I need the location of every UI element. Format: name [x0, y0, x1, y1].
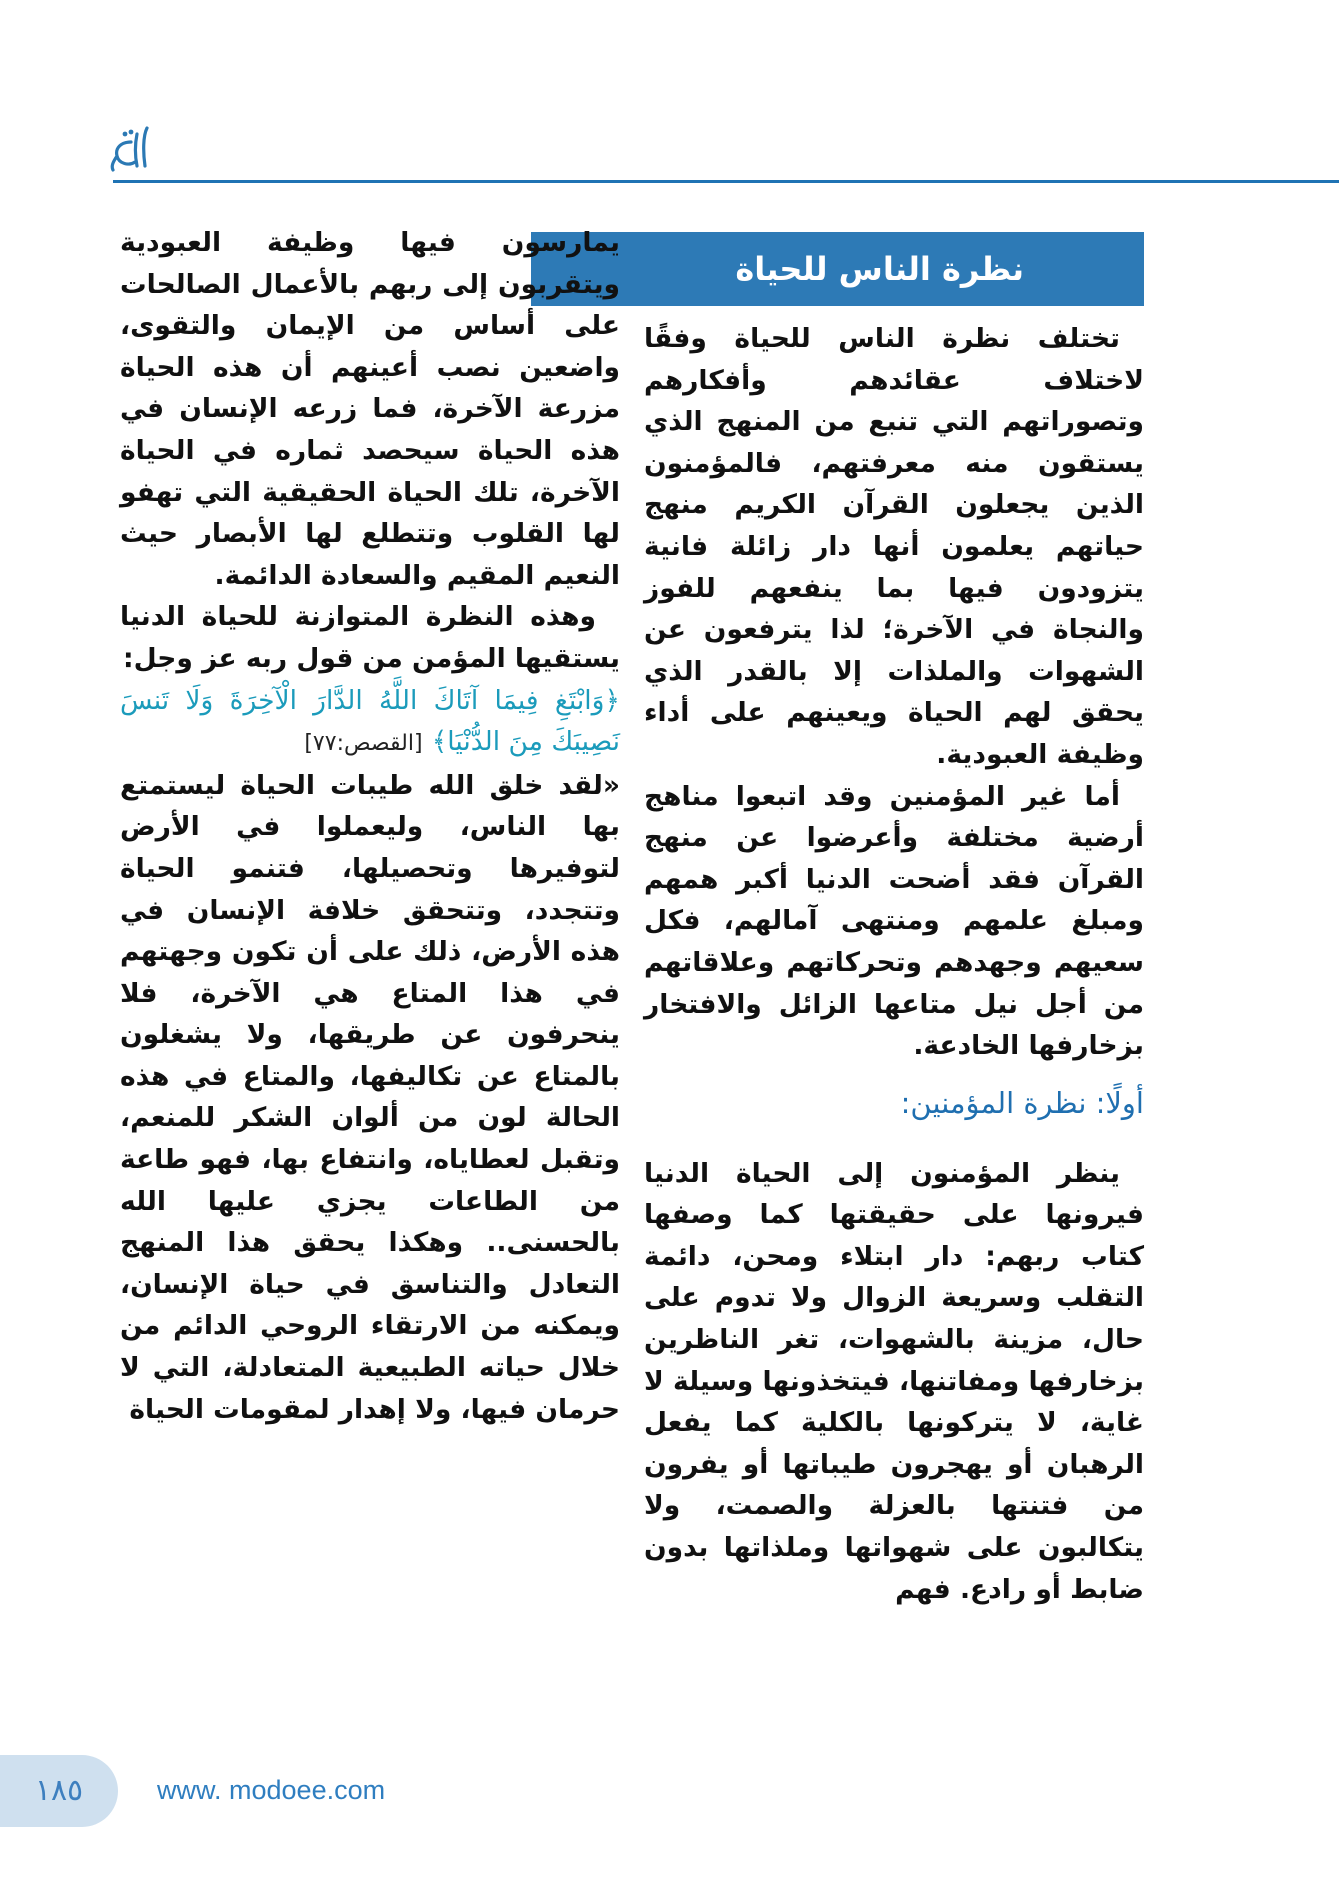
website-link[interactable]: www. modoee.com	[157, 1775, 386, 1805]
continuation-paragraph: يمارسون فيها وظيفة العبودية ويتقربون إلى ربهم بالأعمال الصالحات على أساس من الإيمان والتقوى، واضعين نصب أعينهم أن هذه الحياة مزرعة الآخرة، فما زرعه الإنسان في هذه الحياة سيحصد ثماره في الحياة الآخرة، تلك الحياة الحقيقية التي تهفو لها القلوب وتتطلع لها الأبصار حيث النعيم المقيم والسعادة الدائمة.	[120, 227, 620, 591]
page-number: ١٨٥	[0, 1755, 118, 1827]
believers-paragraph: ينظر المؤمنون إلى الحياة الدنيا فيرونها على حقيقتها كما وصفها كتاب ربهم: دار ابتلاء ومحن، دائمة التقلب وسريعة الزوال ولا تدوم على حال، مزينة بالشهوات، تغر الناظرين بزخارفها ومفاتنها، فيتخذونها وسيلة لا غاية، لا يتركونها بالكلية كما يفعل الرهبان أو يهجرون طيباتها أو يفرون من فتنتها بالعزلة والصمت، ولا يتكالبون على شهواتها وملذاتها بدون ضابط أو رادع. فهم	[644, 1157, 1144, 1605]
non-believers-paragraph: أما غير المؤمنين وقد اتبعوا مناهج أرضية مختلفة وأعرضوا عن منهج القرآن فقد أضحت الدنيا أكبر همهم ومبلغ علمهم ومنتهى آمالهم، فكل سعيهم وجهدهم وتحركاتهم وعلاقاتهم من أجل نيل متاعها الزائل والافتخار بزخارفها الخادعة.	[644, 780, 1144, 1062]
quote-paragraph: «لقد خلق الله طيبات الحياة ليستمتع بها الناس، وليعملوا في الأرض لتوفيرها وتحصيلها، فتنمو الحياة وتتجدد، وتتحقق خلافة الإنسان في هذه الأرض، ذلك على أن تكون وجهتهم في هذا المتاع هي الآخرة، فلا ينحرفون عن طريقها، ولا يشغلون بالمتاع عن تكاليفها، والمتاع في هذه الحالة لون من ألوان الشكر للمنعم، وتقبل لعطاياه، وانتفاع بها، فهو طاعة من الطاعات يجزي عليها الله بالحسنى.. وهكذا يحقق هذا المنهج التعادل والتناسق في حياة الإنسان، ويمكنه من الارتقاء الروحي الدائم من خلال حياته الطبيعية المتعادلة، التي لا حرمان فيها، ولا إهدار لمقومات الحياة	[120, 769, 620, 1425]
believers-subheading: أولًا: نظرة المؤمنين:	[900, 1085, 1144, 1120]
quran-verse-line	[120, 680, 620, 765]
verse-reference: [القصص:٧٧]	[304, 731, 423, 757]
right-column	[644, 232, 1144, 1610]
magazine-logo	[107, 122, 153, 172]
section-title: نظرة الناس للحياة	[531, 232, 1144, 306]
left-column	[120, 222, 620, 1430]
header-divider	[113, 180, 1339, 183]
quran-verse: ﴿وَابْتَغِ فِيمَا آتَاكَ اللَّهُ الدَّارَ الْآخِرَةَ وَلَا تَنسَ نَصِيبَكَ مِنَ الدُّنْيَا﴾	[120, 684, 620, 758]
logo-mark-icon	[107, 122, 153, 172]
balanced-view-paragraph: وهذه النظرة المتوازنة للحياة الدنيا يستقيها المؤمن من قول ربه عز وجل:	[120, 601, 620, 674]
intro-paragraph: تختلف نظرة الناس للحياة وفقًا لاختلاف عقائدهم وأفكارهم وتصوراتهم التي تنبع من المنهج الذي يستقون منه معرفتهم، فالمؤمنون الذين يجعلون القرآن الكريم منهج حياتهم يعلمون أنها دار زائلة فانية يتزودون فيها بما ينفعهم للفوز والنجاة في الآخرة؛ لذا يترفعون عن الشهوات والملذات إلا بالقدر الذي يحقق لهم الحياة ويعينهم على أداء وظيفة العبودية.	[644, 323, 1144, 770]
